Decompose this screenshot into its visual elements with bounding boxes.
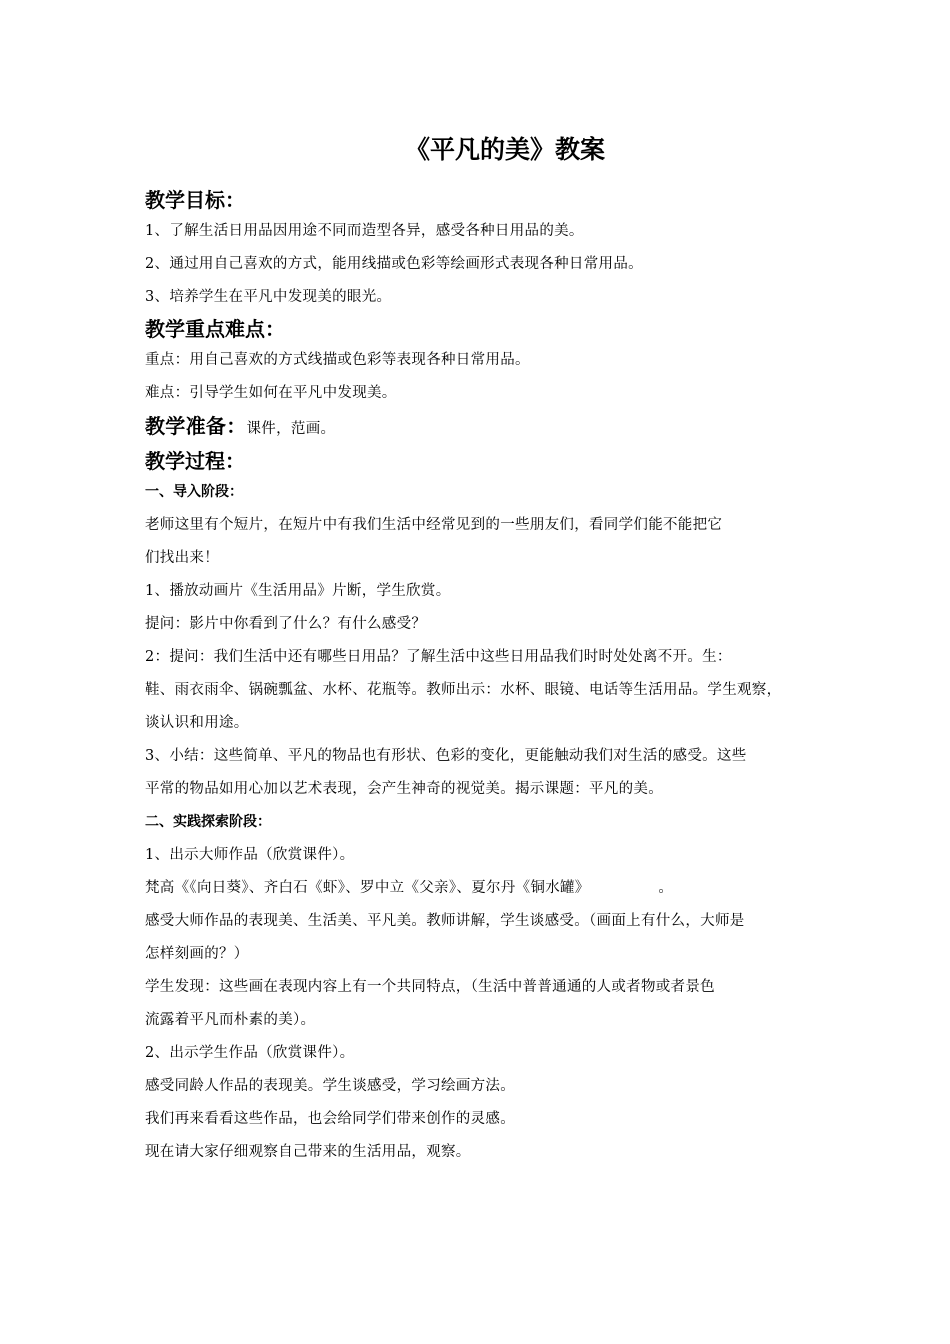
key-points-heading: 教学重点难点： bbox=[145, 317, 285, 341]
stage1-line: 3、小结：这些简单、平凡的物品也有形状、色彩的变化，更能触动我们对生活的感受。这些 bbox=[145, 748, 747, 764]
stage2-line: 感受大师作品的表现美、生活美、平凡美。教师讲解，学生谈感受。（画面上有什么，大师是 bbox=[145, 913, 745, 929]
stage1-line: 鞋、雨衣雨伞、锅碗瓢盆、水杯、花瓶等。教师出示：水杯、眼镜、电话等生活用品。学生观察， bbox=[145, 682, 782, 698]
stage1-line: 们找出来！ bbox=[145, 550, 219, 566]
stage2-line: 1、出示大师作品（欣赏课件）。 bbox=[145, 847, 355, 863]
process-heading: 教学过程： bbox=[145, 449, 245, 473]
stage2-line: 我们再来看看这些作品，也会给同学们带来创作的灵感。 bbox=[145, 1111, 515, 1127]
key-point-item: 重点：用自己喜欢的方式线描或色彩等表现各种日常用品。 bbox=[145, 352, 530, 368]
preparation-value: 课件，范画。 bbox=[246, 421, 336, 437]
stage1-line: 老师这里有个短片，在短片中有我们生活中经常见到的一些朋友们，看同学们能不能把它 bbox=[145, 517, 723, 533]
stage1-line: 2：提问：我们生活中还有哪些日用品？了解生活中这些日用品我们时时处处离不开。生： bbox=[145, 649, 732, 665]
goals-heading: 教学目标： bbox=[145, 188, 245, 212]
stage2-line: 学生发现：这些画在表现内容上有一个共同特点，（生活中普普通通的人或者物或者景色 bbox=[145, 979, 715, 995]
stage2-line: 感受同龄人作品的表现美。学生谈感受，学习绘画方法。 bbox=[145, 1078, 515, 1094]
goal-item: 1、了解生活日用品因用途不同而造型各异，感受各种日用品的美。 bbox=[145, 223, 584, 239]
stage2-line: 怎样刻画的？） bbox=[145, 946, 249, 962]
stage1-line: 提问：影片中你看到了什么？有什么感受？ bbox=[145, 616, 427, 632]
stage1-line: 谈认识和用途。 bbox=[145, 715, 249, 731]
goal-item: 3、培养学生在平凡中发现美的眼光。 bbox=[145, 289, 392, 305]
preparation-line bbox=[145, 410, 815, 446]
stage1-line: 1、播放动画片《生活用品》片断，学生欣赏。 bbox=[145, 583, 451, 599]
stage1-heading: 一、导入阶段： bbox=[145, 484, 243, 500]
stage2-line: 现在请大家仔细观察自己带来的生活用品，观察。 bbox=[145, 1144, 471, 1160]
stage2-line: 2、出示学生作品（欣赏课件）。 bbox=[145, 1045, 355, 1061]
stage2-line: 流露着平凡而朴素的美）。 bbox=[145, 1012, 316, 1028]
preparation-heading: 教学准备： bbox=[145, 414, 247, 438]
document-body bbox=[145, 185, 815, 1169]
stage2-heading: 二、实践探索阶段： bbox=[145, 814, 271, 830]
stage2-line: 梵高《《向日葵》、齐白石《虾》、罗中立《父亲》、夏尔丹《铜水罐》 。 bbox=[145, 880, 674, 896]
key-point-item: 难点：引导学生如何在平凡中发现美。 bbox=[145, 385, 397, 401]
document-title: 《平凡的美》教案 bbox=[404, 135, 605, 164]
stage1-line: 平常的物品如用心加以艺术表现，会产生神奇的视觉美。揭示课题：平凡的美。 bbox=[145, 781, 663, 797]
goal-item: 2、通过用自己喜欢的方式，能用线描或色彩等绘画形式表现各种日常用品。 bbox=[145, 256, 643, 272]
